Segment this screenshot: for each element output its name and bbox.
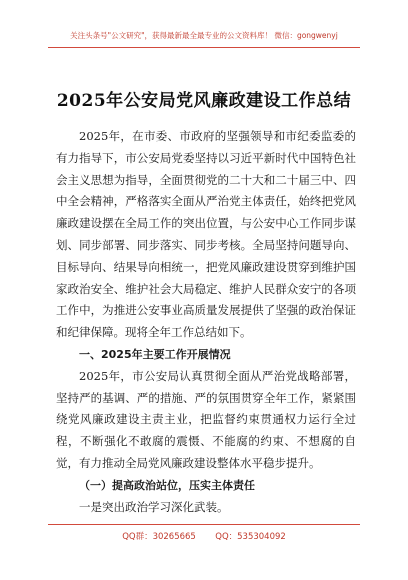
section-heading: 一、2025年主要工作开展情况 — [79, 347, 231, 361]
header-note: 关注头条号"公文研究"，获得最新最全最专业的公文资料库！ 微信：gongwenyj — [70, 31, 338, 40]
footer-qq: QQ：535304092 — [215, 532, 286, 542]
document-title: 2025年公安局党风廉政建设工作总结 — [56, 91, 352, 111]
footer — [0, 530, 408, 542]
header-divider — [48, 47, 360, 48]
document-body — [56, 126, 356, 518]
footer-qq-group: QQ群：30265665 — [122, 532, 196, 542]
intro-paragraph: 2025年，在市委、市政府的坚强领导和市纪委监委的有力指导下，市公安局党委坚持以习近平新时代中国特色社会主义思想为指导，全面贯彻党的二十大和二十届三中、四中全会精神，严格落实全面从严治党主体责任，始终把党风廉政建设摆在全局工作的突出位置，与公安中心工作同步谋划、同步部署、同步落实、同步考核。全局坚持问题导向、目标导向、结果导向相统一，把党风廉政建设贯穿到维护国家政治安全、维护社会大局稳定、维护人民群众安宁的各项工作中，为推进公安事业高质量发展提供了坚强的政治保证和纪律保障。现将全年工作总结如下。 — [56, 129, 356, 340]
subsection-heading: （一）提高政治站位，压实主体责任 — [79, 478, 255, 492]
footer-divider — [48, 524, 360, 525]
section-paragraph: 2025年，市公安局认真贯彻全面从严治党战略部署，坚持严的基调、严的措施、严的氛围贯穿全年工作，紧紧围绕党风廉政建设主责主业，把监督约束贯通权力运行全过程，不断强化不敢腐的震慑、不能腐的约束、不想腐的自觉，有力推动全局党风廉政建设整体水平稳步提升。 — [56, 368, 356, 470]
subsection-first-line: 一是突出政治学习深化武装。 — [79, 499, 229, 514]
